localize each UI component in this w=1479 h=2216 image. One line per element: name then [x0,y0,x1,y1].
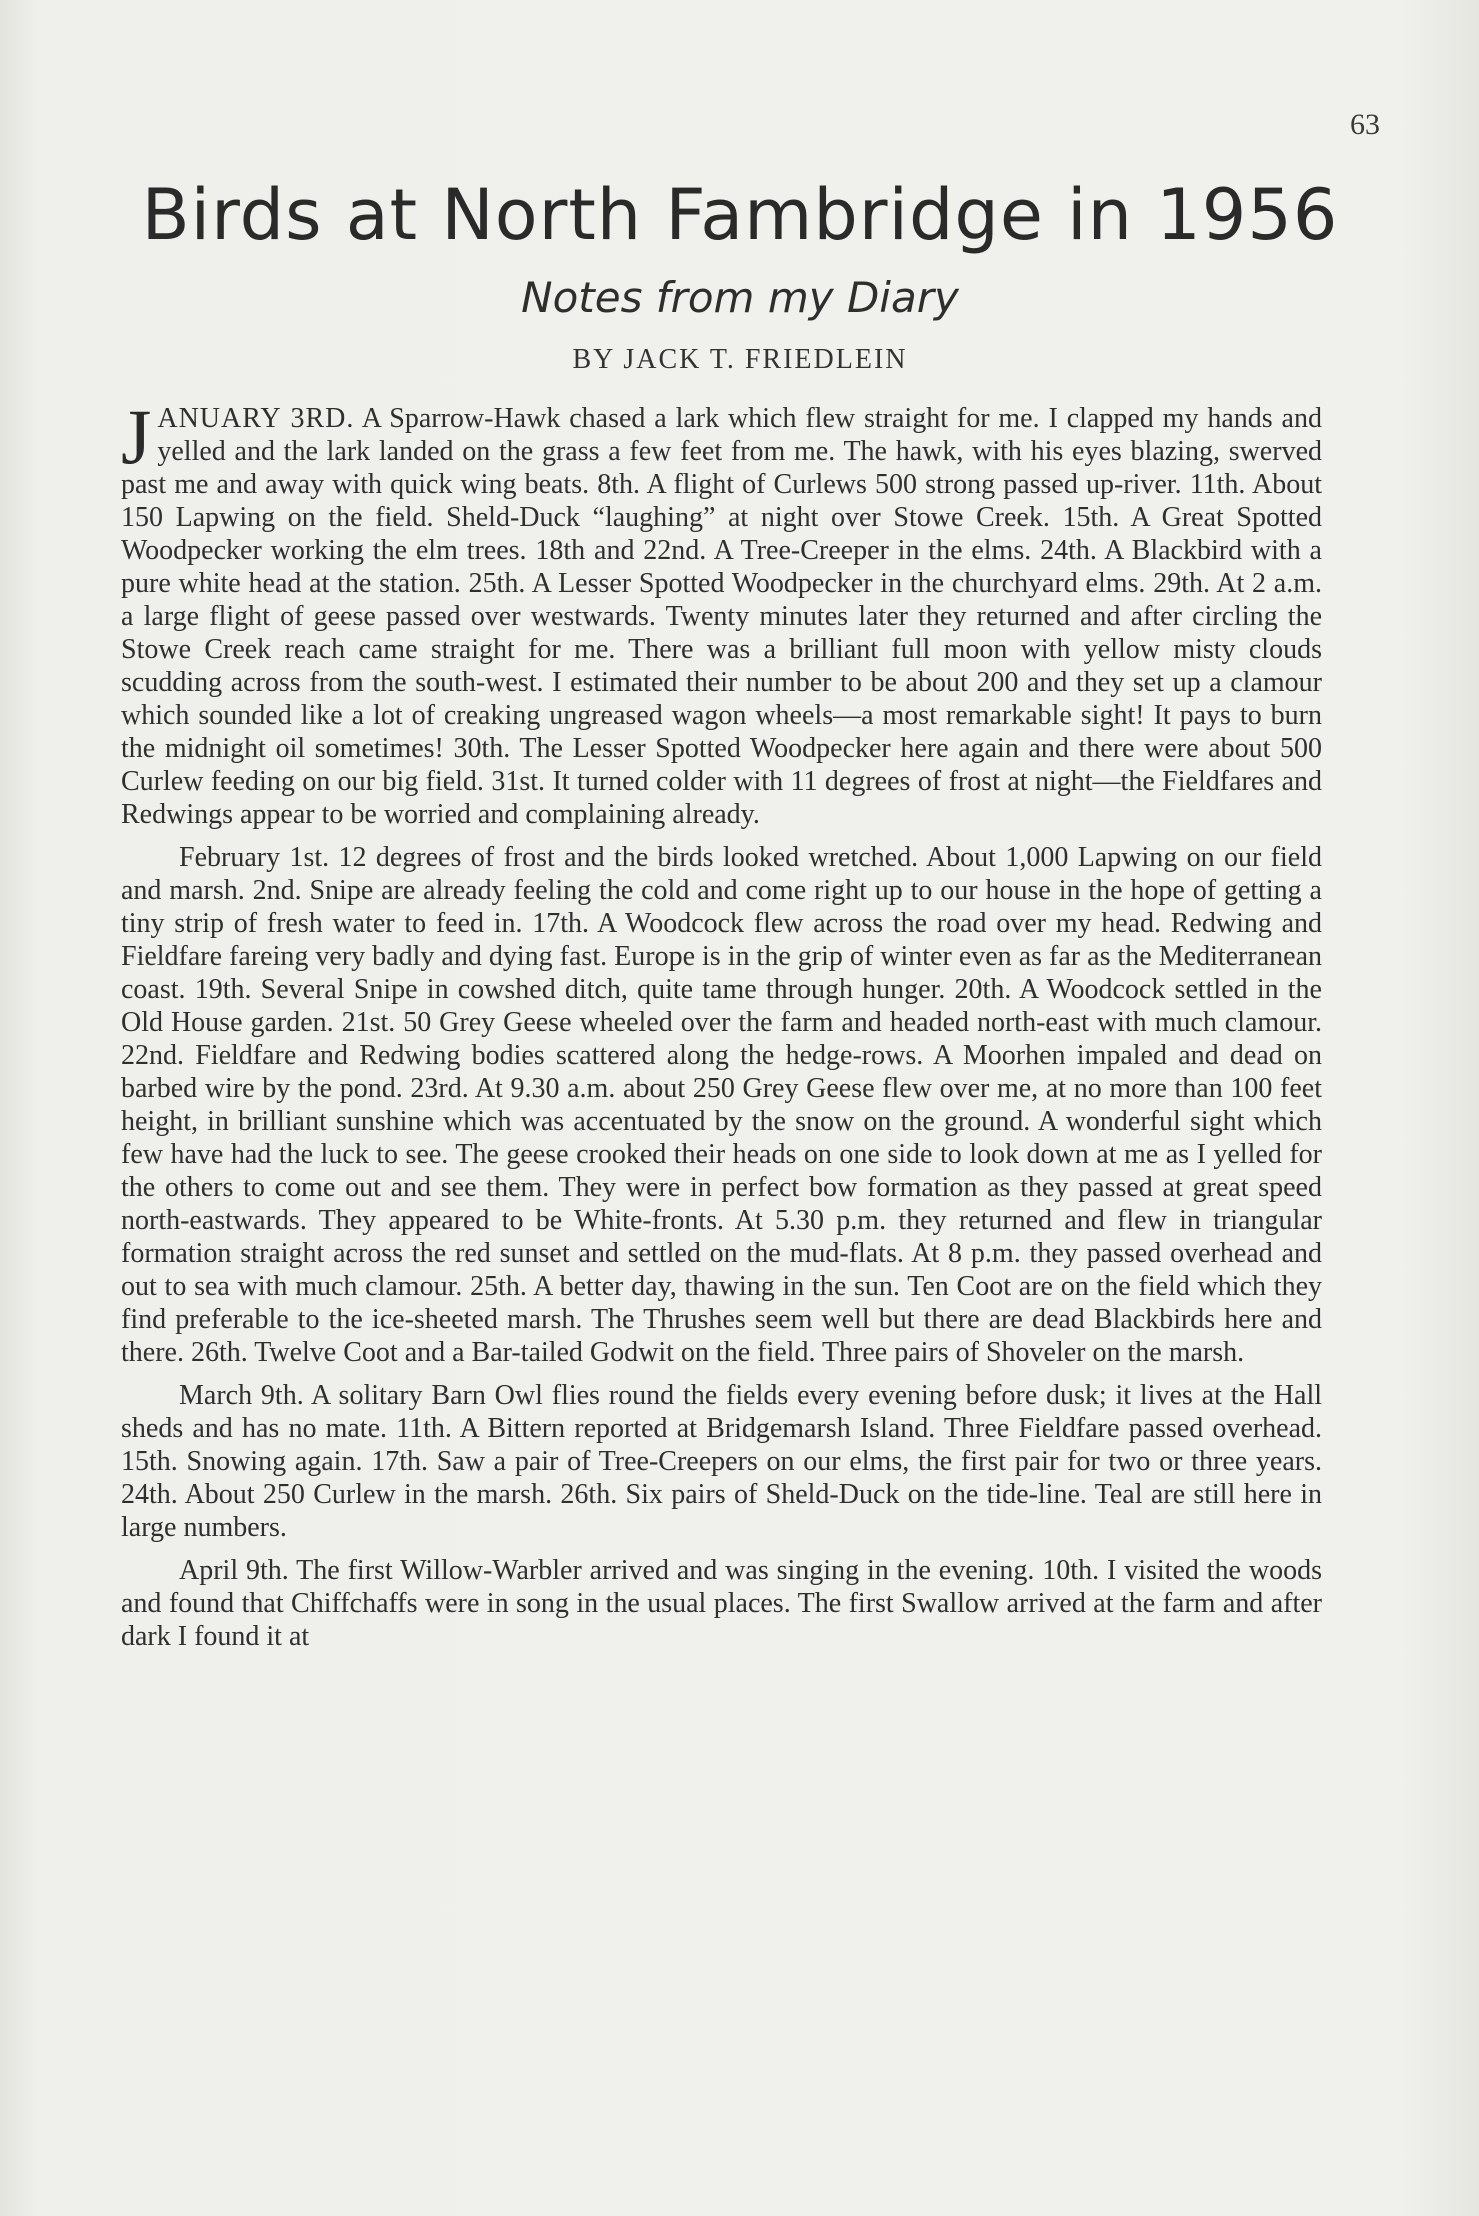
article-subtitle: Notes from my Diary [521,273,959,322]
paragraph-lead: ANUARY 3RD. [157,403,355,434]
drop-cap: J [121,393,152,480]
article-body [121,393,1322,1653]
byline: BY JACK T. FRIEDLEIN [572,344,908,375]
paragraph-january [121,393,1322,831]
article-title: Birds at North Fambridge in 1956 [141,174,1339,256]
paragraph-february: February 1st. 12 degrees of frost and the birds looked wretched. About 1,000 Lapwing on our field and marsh. 2nd. Snipe are already feeling the cold and come right up to our house in the hope of getting a tiny strip of fresh water to feed in. 17th. A Woodcock flew across the road over my head. Redwing and Fieldfare fareing very badly and dying fast. Europe is in the grip of winter even as far as the Mediterranean coast. 19th. Several Snipe in cowshed ditch, quite tame through hunger. 20th. A Woodcock settled in the Old House garden. 21st. 50 Grey Geese wheeled over the farm and headed north-east with much clamour. 22nd. Fieldfare and Redwing bodies scattered along the hedge-rows. A Moorhen impaled and dead on barbed wire by the pond. 23rd. At 9.30 a.m. about 250 Grey Geese flew over me, at no more than 100 feet height, in brilliant sunshine which was accentuated by the snow on the ground. A wonderful sight which few have had the luck to see. The geese crooked their heads on one side to look down at me as I yelled for the others to come out and see them. They were in perfect bow formation as they passed at great speed north-eastwards. They appeared to be White-fronts. At 5.30 p.m. they returned and flew in triangular formation straight across the red sunset and settled on the mud-flats. At 8 p.m. they passed overhead and out to sea with much clamour. 25th. A better day, thawing in the sun. Ten Coot are on the field which they find preferable to the ice-sheeted marsh. The Thrushes seem well but there are dead Blackbirds here and there. 26th. Twelve Coot and a Bar-tailed Godwit on the field. Three pairs of Shoveler on the marsh. [121,842,1322,1368]
page-number: 63 [1350,108,1380,141]
paragraph-march: March 9th. A solitary Barn Owl flies round the fields every evening before dusk; it lives at the Hall sheds and has no mate. 11th. A Bittern reported at Bridgemarsh Island. Three Fieldfare passed overhead. 15th. Snowing again. 17th. Saw a pair of Tree-Creepers on our elms, the first pair for two or three years. 24th. About 250 Curlew in the marsh. 26th. Six pairs of Sheld-Duck on the tide-line. Teal are still here in large numbers. [121,1380,1322,1543]
paragraph-text: A Sparrow-Hawk chased a lark which flew straight for me. I clapped my hands and yelled and the lark landed on the grass a few feet from me. The hawk, with his eyes blazing, swerved past me and away with quick wing beats. 8th. A flight of Curlews 500 strong passed up-river. 11th. About 150 Lapwing on the field. Sheld-Duck “laughing” at night over Stowe Creek. 15th. A Great Spotted Woodpecker working the elm trees. 18th and 22nd. A Tree-Creeper in the elms. 24th. A Blackbird with a pure white head at the station. 25th. A Lesser Spotted Woodpecker in the churchyard elms. 29th. At 2 a.m. a large flight of geese passed over westwards. Twenty minutes later they returned and after circling the Stowe Creek reach came straight for me. There was a brilliant full moon with yellow misty clouds scudding across from the south-west. I estimated their number to be about 200 and they set up a clamour which sounded like a lot of creaking ungreased wagon wheels—a most remarkable sight! It pays to burn the midnight oil sometimes! 30th. The Lesser Spotted Woodpecker here again and there were about 500 Curlew feeding on our big field. 31st. It turned colder with 11 degrees of frost at night—the Fieldfares and Redwings appear to be worried and complaining already. [121,403,1322,830]
paragraph-april: April 9th. The first Willow-Warbler arrived and was singing in the evening. 10th. I visited the woods and found that Chiffchaffs were in song in the usual places. The first Swallow arrived at the farm and after dark I found it at [121,1555,1322,1652]
